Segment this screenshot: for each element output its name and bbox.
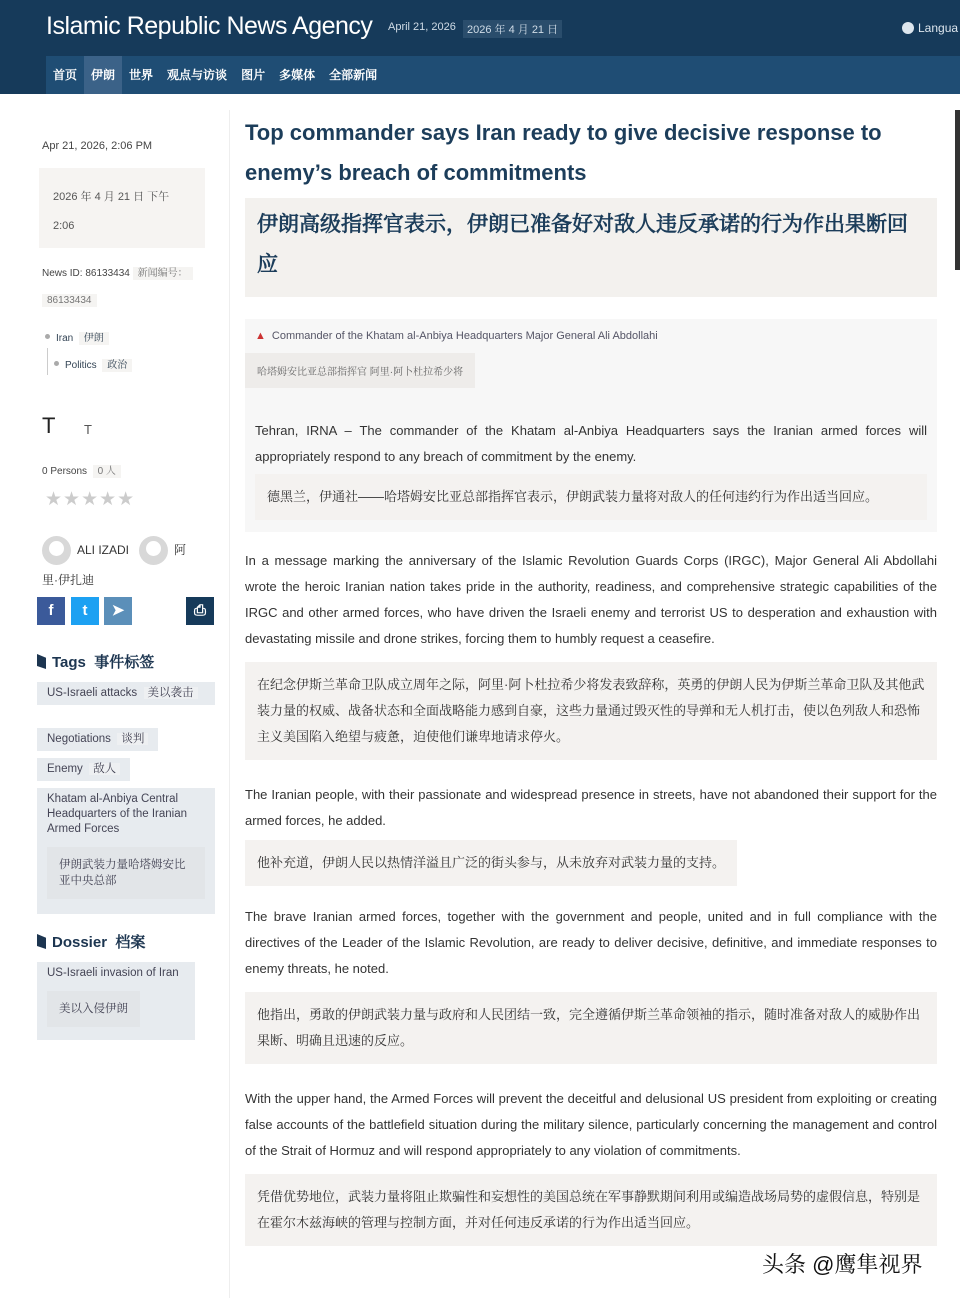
nav-world[interactable]: 世界 <box>129 68 154 82</box>
article-title: Top commander says Iran ready to give decisive response to enemy’s breach of commitments <box>245 120 882 185</box>
nav-opinion[interactable]: 观点与访谈 <box>167 68 228 82</box>
paragraph: The Iranian people, with their passionate and widespread presence in streets, have not abandoned their support for the armed forces, he added. <box>245 787 937 828</box>
tag-zh: 伊朗武装力量哈塔姆安比亚中央总部 <box>47 847 205 899</box>
tag-en: Enemy <box>47 763 83 775</box>
date-zh-line1: 2026 年 4 月 21 日 下午 <box>53 191 170 203</box>
tag-en: US-Israeli attacks <box>47 687 138 699</box>
tag-zh: 美以袭击 <box>144 687 198 699</box>
rating-count <box>42 462 121 477</box>
main-nav <box>46 56 960 94</box>
dossier-zh: 美以入侵伊朗 <box>47 991 140 1027</box>
dossier-en: US-Israeli invasion of Iran <box>47 967 179 979</box>
tag-zh: 敌人 <box>89 763 120 775</box>
nav-iran[interactable]: 伊朗 <box>84 56 122 94</box>
tags-title-zh: 事件标签 <box>94 654 155 671</box>
category-politics-zh: 政治 <box>102 359 132 372</box>
nav-multimedia[interactable]: 多媒体 <box>279 68 316 82</box>
twitter-share-icon[interactable]: t <box>71 597 99 625</box>
paragraph: Tehran, IRNA – The commander of the Khatam al-Anbiya Headquarters says the Iranian armed forces will appropriately respond to any breach of commitment by the enemy. <box>255 423 927 464</box>
nav-all-news[interactable]: 全部新闻 <box>329 68 378 82</box>
header-date: April 21, 2026 <box>388 21 456 33</box>
persons-label: 0 Persons <box>42 466 88 477</box>
language-selector[interactable] <box>902 21 958 35</box>
divider <box>229 110 230 1298</box>
tag-en: Negotiations <box>47 733 111 745</box>
publish-date: Apr 21, 2026, 2:06 PM <box>42 140 153 152</box>
category-tree <box>45 330 132 375</box>
dossier-title: Dossier <box>52 934 108 951</box>
caption-zh: 哈塔姆安比亚总部指挥官 阿里·阿卜杜拉希少将 <box>245 353 475 388</box>
caption-text: Commander of the Khatam al-Anbiya Headquarters Major General Ali Abdollahi <box>271 330 658 342</box>
dossier-title-zh: 档案 <box>115 934 146 951</box>
dossier-item[interactable] <box>37 962 195 1040</box>
tag-zh: 谈判 <box>117 733 148 745</box>
site-header <box>0 0 960 94</box>
author-name[interactable]: ALI IZADI <box>77 543 130 557</box>
category-politics[interactable]: Politics <box>65 360 97 371</box>
paragraph-zh: 他指出，勇敢的伊朗武装力量与政府和人民团结一致，完全遵循伊斯兰革命领袖的指示，随时准备对敌人的威胁作出果断、明确且迅速的反应。 <box>245 992 937 1064</box>
star-rating[interactable]: ★★★★★ <box>45 489 136 510</box>
author <box>42 535 217 595</box>
paragraph: With the upper hand, the Armed Forces will prevent the deceitful and delusional US president from exploiting or creating false accounts of the battlefield situation during the military silence, particularly concerning the management and control of the Strait of Hormuz and will respond appropriately to any violation of commitments. <box>245 1091 937 1158</box>
flag-icon <box>37 654 46 669</box>
paragraph: The brave Iranian armed forces, together with the government and people, united and in full compliance with the directives of the Leader of the Islamic Revolution, are ready to deliver decisive, definitive, and immediate responses to enemy threats, he noted. <box>245 909 937 976</box>
date-zh-line2: 2:06 <box>53 220 75 232</box>
nav-photos[interactable]: 图片 <box>241 68 266 82</box>
category-iran-zh: 伊朗 <box>79 332 109 345</box>
paragraph-zh: 德黑兰，伊通社——哈塔姆安比亚总部指挥官表示，伊朗武装力量将对敌人的任何违约行为作出适当回应。 <box>255 474 927 520</box>
font-increase-button[interactable]: T <box>42 413 56 438</box>
scrollbar[interactable] <box>955 110 960 270</box>
font-decrease-button[interactable]: T <box>84 422 92 437</box>
site-logo[interactable]: Islamic Republic News Agency <box>46 12 373 40</box>
tag-item[interactable] <box>37 758 130 781</box>
tag-en: Khatam al-Anbiya Central Headquarters of the Iranian Armed Forces <box>47 793 188 835</box>
category-iran[interactable]: Iran <box>56 333 74 344</box>
language-label: Langua <box>918 21 959 35</box>
paragraph: In a message marking the anniversary of the Islamic Revolution Guards Corps (IRGC), Major General Ali Abdollahi wrote the heroic Iranian nation takes pride in the authority, readiness, and comprehensive strategic capabilities of the IRGC and other armed forces, who have driven the Israeli enemy and terrorist US to desperation and exhaustion with devastating missile and drone strikes, forcing them to humbly request a ceasefire. <box>245 553 937 646</box>
watermark: 头条 @鹰隼视界 <box>762 1252 923 1277</box>
avatar <box>42 536 71 565</box>
author-name-zh-1: 阿 <box>174 543 187 557</box>
tag-item[interactable] <box>37 788 215 914</box>
author-name-zh-2: 里·伊扎迪 <box>42 573 94 588</box>
tags-heading <box>37 651 154 672</box>
header-date-zh: 2026 年 4 月 21 日 <box>463 20 562 38</box>
persons-zh: 0 人 <box>93 465 121 478</box>
flag-icon <box>37 934 46 949</box>
publish-date-zh <box>39 168 205 248</box>
triangle-up-icon[interactable]: ▲ <box>255 330 266 342</box>
tag-item[interactable] <box>37 682 215 705</box>
tags-title: Tags <box>52 654 86 671</box>
tag-item[interactable] <box>37 728 158 751</box>
globe-icon <box>902 22 914 34</box>
telegram-share-icon[interactable]: ➤ <box>104 597 132 625</box>
dossier-heading <box>37 931 145 952</box>
news-id-label: News ID: 86133434 <box>42 268 130 279</box>
news-id-zh-label: 新闻编号： <box>133 267 193 280</box>
news-id <box>42 260 220 314</box>
paragraph-zh: 凭借优势地位，武装力量将阻止欺骗性和妄想性的美国总统在军事静默期间利用或编造战场局势的虚假信息，特别是在霍尔木兹海峡的管理与控制方面，并对任何违反承诺的行为作出适当回应。 <box>245 1174 937 1246</box>
paragraph-zh: 在纪念伊斯兰革命卫队成立周年之际，阿里·阿卜杜拉希少将发表致辞称，英勇的伊朗人民为伊斯兰革命卫队及其他武装力量的权威、战备状态和全面战略能力感到自豪，这些力量通过毁灭性的导弹和无人机打击，使以色列敌人和恐怖主义美国陷入绝望与疲惫，迫使他们谦卑地请求停火。 <box>245 662 937 760</box>
article-title-zh: 伊朗高级指挥官表示，伊朗已准备好对敌人违反承诺的行为作出果断回应 <box>245 198 937 297</box>
news-id-zh: 86133434 <box>42 294 97 307</box>
image-caption <box>245 319 937 532</box>
avatar <box>139 536 168 565</box>
print-icon[interactable]: ⎙ <box>186 597 214 625</box>
nav-home[interactable]: 首页 <box>53 68 78 82</box>
paragraph-zh: 他补充道，伊朗人民以热情洋溢且广泛的街头参与，从未放弃对武装力量的支持。 <box>245 840 737 886</box>
article <box>245 110 937 1246</box>
facebook-share-icon[interactable]: f <box>37 597 65 625</box>
